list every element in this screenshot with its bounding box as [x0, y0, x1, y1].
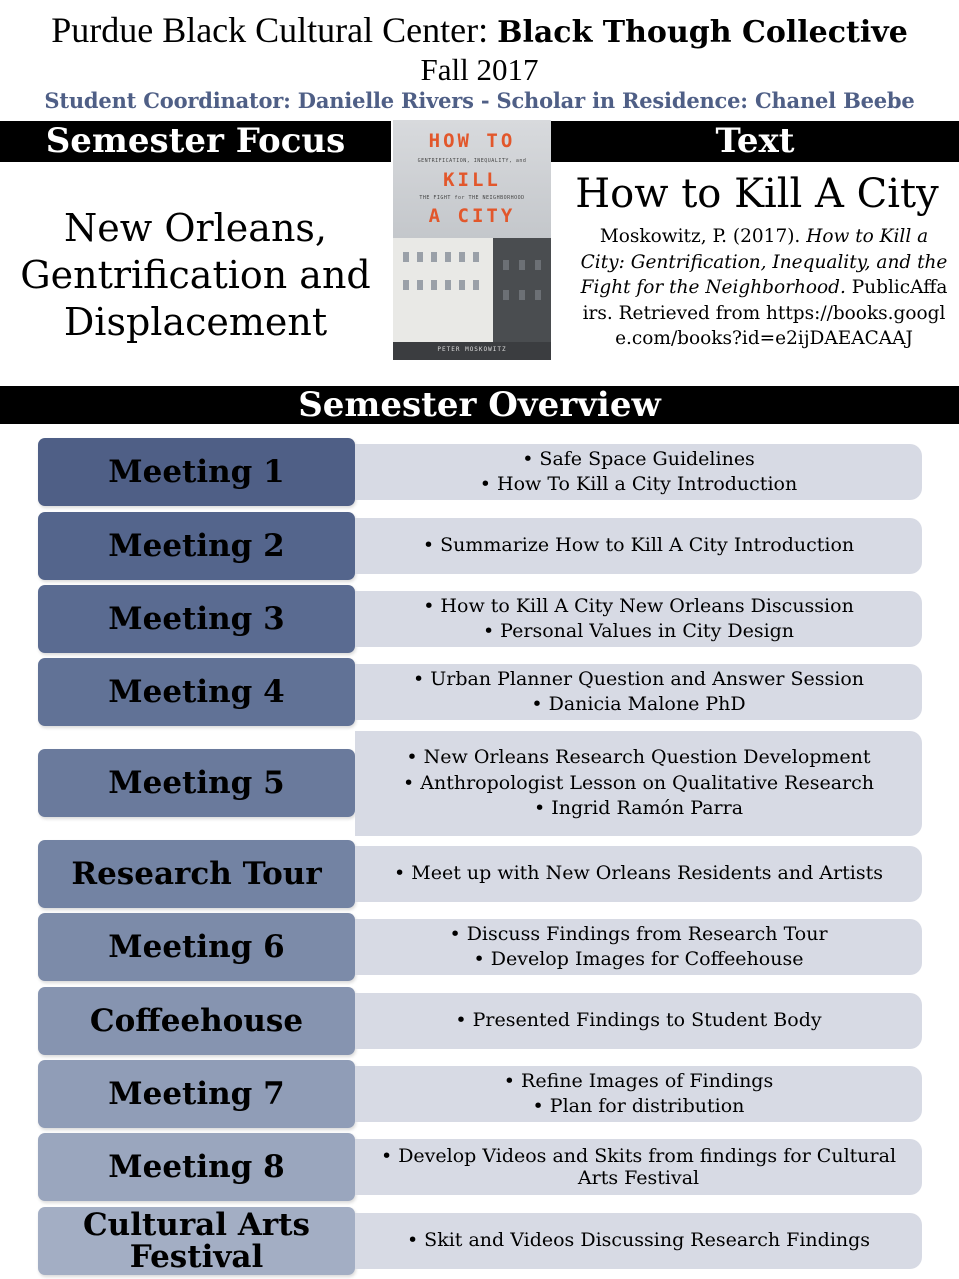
- overview-details-8: [355, 993, 922, 1049]
- cover-tagline-2: THE FIGHT for THE NEIGHBORHOOD: [419, 195, 525, 201]
- overview-item: • Safe Space Guidelines: [522, 447, 755, 470]
- overview-label-10: Meeting 8: [38, 1133, 355, 1201]
- overview-item: • Discuss Findings from Research Tour: [449, 922, 828, 945]
- overview-details-4: [355, 664, 922, 720]
- coordinators-line: Student Coordinator: Danielle Rivers - Scholar in Residence: Chanel Beebe: [44, 88, 915, 113]
- page-subtitle: Fall 2017: [420, 52, 539, 87]
- overview-item: • Skit and Videos Discussing Research Findings: [406, 1229, 871, 1252]
- cover-title-line-2: KILL: [443, 169, 501, 191]
- overview-item: • How To Kill a City Introduction: [479, 473, 798, 495]
- cover-title-line-1: HOW TO: [428, 130, 516, 152]
- cover-title-line-3: A CITY: [428, 205, 516, 227]
- overview-details-7: [355, 919, 922, 975]
- overview-details-3: [355, 591, 922, 647]
- overview-item: • Personal Values in City Design: [482, 620, 795, 642]
- overview-item: • Meet up with New Orleans Residents and Artists: [394, 862, 883, 885]
- overview-item: • Refine Images of Findings: [503, 1069, 774, 1092]
- overview-label-7: Meeting 6: [38, 913, 355, 981]
- overview-details-2: [355, 518, 922, 574]
- overview-item: • Danicia Malone PhD: [531, 693, 746, 715]
- overview-label-6: Research Tour: [38, 840, 355, 908]
- citation-source: PublicAffairs. Retrieved from https://books.google.com/books?id=e2ijDAEACAAJ: [582, 277, 948, 349]
- overview-label-8: Coffeehouse: [38, 987, 355, 1055]
- citation: [578, 224, 950, 352]
- page-title: [0, 8, 959, 55]
- overview-item: • New Orleans Research Question Development: [406, 746, 871, 769]
- focus-line-3: Displacement: [63, 300, 328, 344]
- overview-item: • Develop Images for Coffeehouse: [473, 948, 804, 970]
- overview-item: • Presented Findings to Student Body: [455, 1009, 822, 1032]
- book-cover-image: [393, 120, 551, 360]
- overview-item: • Plan for distribution: [532, 1095, 745, 1117]
- overview-details-9: [355, 1066, 922, 1122]
- citation-author: Moskowitz, P. (2017).: [599, 226, 801, 247]
- book-title: How to Kill A City: [575, 171, 939, 217]
- overview-label-2: Meeting 2: [38, 512, 355, 580]
- focus-line-1: New Orleans,: [63, 206, 327, 250]
- title-bold: Black Though Collective: [497, 15, 908, 50]
- overview-item: • Develop Videos and Skits from findings for Cultural Arts Festival: [380, 1145, 897, 1189]
- semester-overview-heading: Semester Overview: [0, 386, 959, 424]
- overview-label-11: Cultural Arts Festival: [38, 1207, 355, 1275]
- overview-item: • Ingrid Ramón Parra: [533, 797, 744, 820]
- overview-details-11: [355, 1213, 922, 1269]
- title-plain: Purdue Black Cultural Center:: [51, 10, 489, 50]
- cover-tagline-1: GENTRIFICATION, INEQUALITY, and: [417, 158, 527, 164]
- overview-label-5: Meeting 5: [38, 749, 355, 817]
- overview-item: • Urban Planner Question and Answer Session: [413, 667, 864, 690]
- overview-details-6: [355, 846, 922, 902]
- overview-details-5: [355, 731, 922, 836]
- citation-title: How to Kill a City: Gentrification, Inequality, and the Fight for the Neighborhood.: [580, 226, 948, 298]
- semester-focus-text: [0, 205, 391, 346]
- overview-label-3: Meeting 3: [38, 585, 355, 653]
- overview-label-1: Meeting 1: [38, 438, 355, 506]
- overview-item: • Summarize How to Kill A City Introduction: [422, 534, 855, 557]
- overview-item: • How to Kill A City New Orleans Discussion: [423, 594, 854, 617]
- overview-details-10: [355, 1139, 922, 1195]
- cover-author: PETER MOSKOWITZ: [437, 346, 507, 353]
- overview-item: • Anthropologist Lesson on Qualitative Research: [403, 771, 874, 794]
- text-heading: Text: [551, 121, 959, 162]
- semester-focus-heading: Semester Focus: [0, 121, 391, 162]
- focus-line-2: Gentrification and: [20, 253, 371, 297]
- overview-details-1: [355, 444, 922, 500]
- overview-label-9: Meeting 7: [38, 1060, 355, 1128]
- overview-label-4: Meeting 4: [38, 658, 355, 726]
